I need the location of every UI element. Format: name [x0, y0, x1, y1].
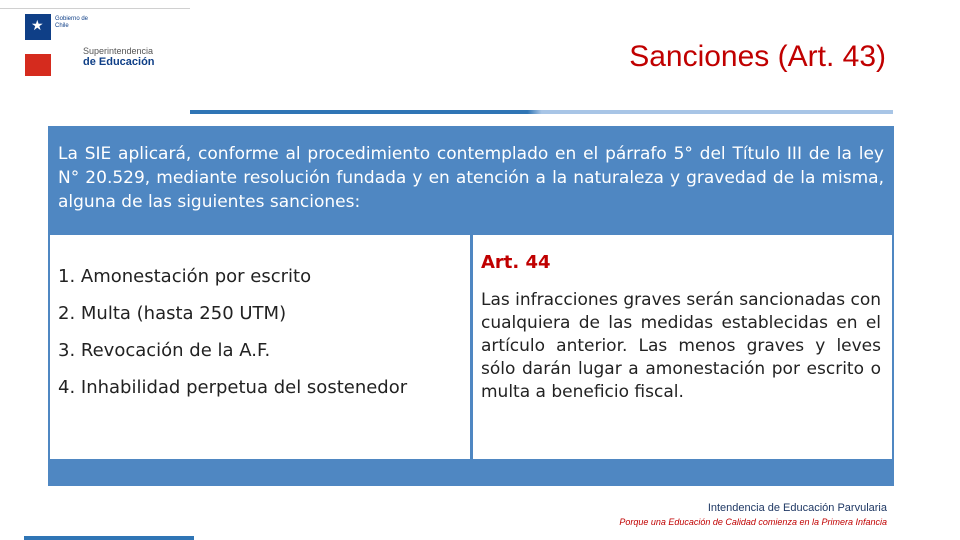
list-item: 3. Revocación de la A.F.	[58, 340, 271, 361]
bottom-bar	[24, 536, 194, 540]
intro-text: La SIE aplicará, conforme al procedimiento contemplado en el párrafo 5° del Título III de la ley N° 20.529, mediante resolución fundada y en atención a la naturaleza y gravedad de la misma, alguna de las siguientes sanciones:	[58, 144, 884, 212]
sanctions-list	[58, 258, 407, 406]
title-underline	[190, 110, 893, 114]
list-item: 4. Inhabilidad perpetua del sostenedor	[58, 377, 408, 398]
list-item: 1. Amonestación por escrito	[58, 266, 312, 287]
footer-slogan: Porque una Educación de Calidad comienza en la Primera Infancia	[619, 517, 887, 527]
org-name: Superintendencia de Educación	[83, 46, 155, 68]
footer-org: Intendencia de Educación Parvularia	[707, 502, 887, 514]
article-title: Art. 44	[481, 252, 551, 273]
list-item: 2. Multa (hasta 250 UTM)	[58, 303, 287, 324]
logo	[23, 10, 173, 72]
top-divider	[0, 0, 190, 9]
page-title: Sanciones (Art. 43)	[629, 40, 886, 73]
gov-label: Gobierno de Chile	[55, 16, 89, 29]
chile-flag-icon: ★	[25, 14, 51, 72]
article-text: Las infracciones graves serán sancionadas con cualquiera de las medidas establecidas en el artículo anterior. Las menos graves y leves sólo darán lugar a amonestación por escrito o multa a beneficio fiscal.	[481, 290, 881, 402]
